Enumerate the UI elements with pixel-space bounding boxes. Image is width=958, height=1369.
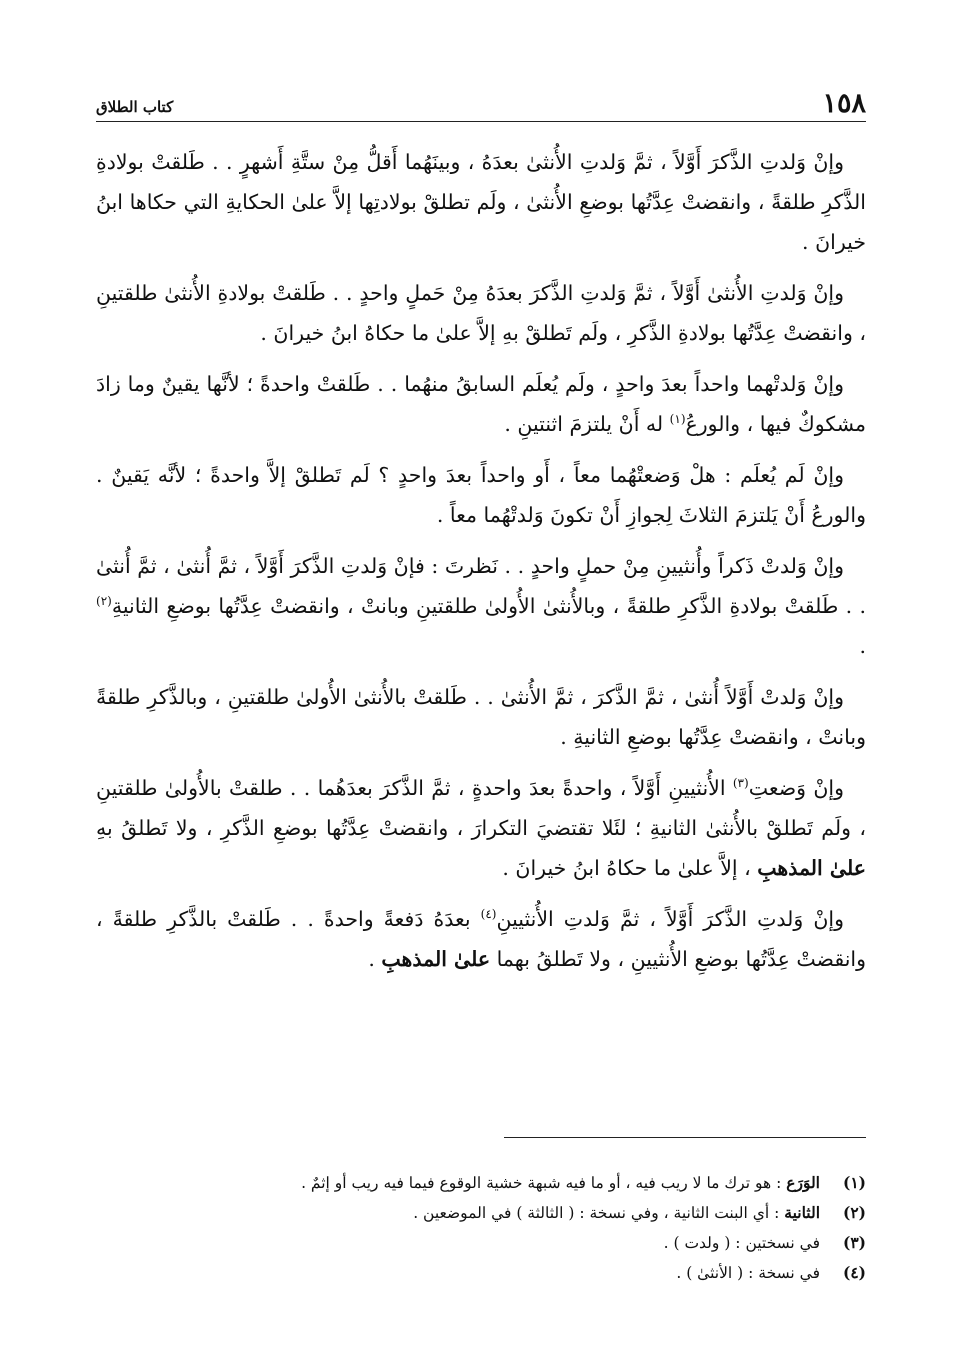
footnote-marker: (٤) bbox=[480, 907, 497, 922]
paragraph: وإنْ وَلدتِ الذَّكرَ أَوَّلاً ، ثمَّ وَلدتِ الأُنثيينِ$^{(٤)}$ بعدَهُ دَفعةً واحدةً . . طَلقتْ بالذَّكرِ طلقةً ، وانقضتْ عِدَّتُها بوضعِ الأُنثيينِ ، ولا تَطلقُ بهما علىٰ المذهبِ . bbox=[96, 907, 866, 971]
footnote-text: الوَرَع : هو ترك ما لا ريب فيه ، أو ما فيه شبهة خشية الوقوع فيما فيه ريب أو إثمٌ . bbox=[301, 1173, 820, 1192]
page-number: ١٥٨ bbox=[822, 88, 866, 119]
footnote-number: (٢) bbox=[842, 1203, 866, 1222]
emphasis: علىٰ المذهبِ bbox=[757, 856, 866, 880]
paragraph: وإنْ وَلدتِ الذَّكرَ أَوَّلاً ، ثمَّ وَلدتِ الأُنثىٰ بعدَهُ ، وبينَهُما أَقلُّ مِنْ ستَّةِ أَشهرٍ . . طَلقتْ بولادةِ الذَّكرِ طلقةً ، وانقضتْ عِدَّتُها بوضعِ الأُنثىٰ ، ولَم تطلقْ بولادتِها إلاَّ علىٰ الحكايةِ التي حكاها ابنُ خيرانَ . bbox=[96, 150, 866, 254]
paragraph: وإنْ وَلدتِ الأُنثىٰ أَوَّلاً ، ثمَّ وَلدتِ الذَّكرَ بعدَهُ مِنْ حَملٍ واحدٍ . . طَلقتْ بولادةِ الأُنثىٰ طلقتينِ ، وانقضتْ عِدَّتُها بولادةِ الذَّكرِ ، ولَم تَطلقْ بهِ إلاَّ علىٰ ما حكاهُ ابنُ خيرانَ . bbox=[96, 281, 866, 345]
footnote-number: (٣) bbox=[842, 1233, 866, 1252]
paragraph: وإنْ وَضعتِ$^{(٣)}$ الأُنثيينِ أَوَّلاً ، واحدةً بعدَ واحدةٍ ، ثمَّ الذَّكرَ بعدَهُما . . طلقتْ بالأُولىٰ طلقتينِ ، ولَم تَطلقْ بالأُنثىٰ الثانيةِ ؛ لئَلا تقتضيَ التكرارَ ، وانقضتْ عِدَّتُها بوضعِ الذَّكرِ ، ولا تَطلقُ بهِ علىٰ المذهبِ ، إلاَّ علىٰ ما حكاهُ ابنُ خيرانَ . bbox=[96, 776, 866, 880]
footnote bbox=[96, 1228, 866, 1258]
footnote-marker: (١) bbox=[669, 412, 686, 427]
footnote bbox=[96, 1168, 866, 1198]
paragraph: وإنْ وَلدتْهما واحداً بعدَ واحدٍ ، ولَم يُعلَم السابقُ منهُما . . طَلقتْ واحدةً ؛ لأنَّها يقينٌ وما زادَ مشكوكٌ فيها ، والورعُ$^{(١)}$ له أَنْ يلتزمَ اثنتينِ . bbox=[96, 372, 866, 436]
footnotes bbox=[96, 1168, 866, 1288]
running-title: كتاب الطلاق bbox=[96, 98, 174, 116]
footnote bbox=[96, 1198, 866, 1228]
footnote-text: في نسختين : ( ولدت ) . bbox=[663, 1234, 820, 1252]
footnote-marker: (٢) bbox=[96, 594, 112, 609]
footnote-separator bbox=[504, 1137, 866, 1138]
page-header bbox=[96, 82, 866, 122]
paragraph: وإنْ وَلدتْ أَوَّلاً أُنثىٰ ، ثمَّ الذَّكرَ ، ثمَّ الأُنثىٰ . . طَلقتْ بالأُنثىٰ الأُولىٰ طلقتينِ ، وبالذَّكرِ طلقةً وبانتْ ، وانقضتْ عِدَّتُها بوضعِ الثانيةِ . bbox=[96, 685, 866, 749]
main-text bbox=[96, 142, 866, 990]
paragraph: وإنْ لَم يُعلَم : هلْ وَضعتْهُما معاً ، أَو واحداً بعدَ واحدٍ ؟ لَم تَطلقْ إلاَّ واحدةً ؛ لأنَّه يَقينٌ . والورعُ أَنْ يَلتزمَ الثلاثَ لِجوازِ أَنْ تكونَ وَلدتْهُما معاً . bbox=[96, 463, 866, 527]
footnote bbox=[96, 1258, 866, 1288]
footnote-marker: (٣) bbox=[732, 776, 749, 791]
footnote-number: (٤) bbox=[842, 1263, 866, 1282]
paragraph: وإنْ وَلدتْ ذَكراً وأُنثيينِ مِنْ حملٍ واحدٍ . . نَظرتَ : فإنْ وَلدتِ الذَّكرَ أَوَّلاً ، ثمَّ أُنثىٰ ، ثمَّ أُنثىٰ . . طَلقتْ بولادةِ الذَّكرِ طلقةً ، وبالأُنثىٰ الأُولىٰ طلقتينِ وبانتْ ، وانقضتْ عِدَّتُها بوضعِ الثانيةِ$^{(٢)}$ . bbox=[96, 554, 866, 658]
footnote-text: الثانية : أي البنت الثانية ، وفي نسخة : ( الثالثة ) في الموضعين . bbox=[413, 1203, 820, 1222]
footnote-text: في نسخة : ( الأنثىٰ ) . bbox=[676, 1264, 820, 1282]
footnote-number: (١) bbox=[842, 1173, 866, 1192]
emphasis: علىٰ المذهبِ bbox=[381, 947, 491, 971]
